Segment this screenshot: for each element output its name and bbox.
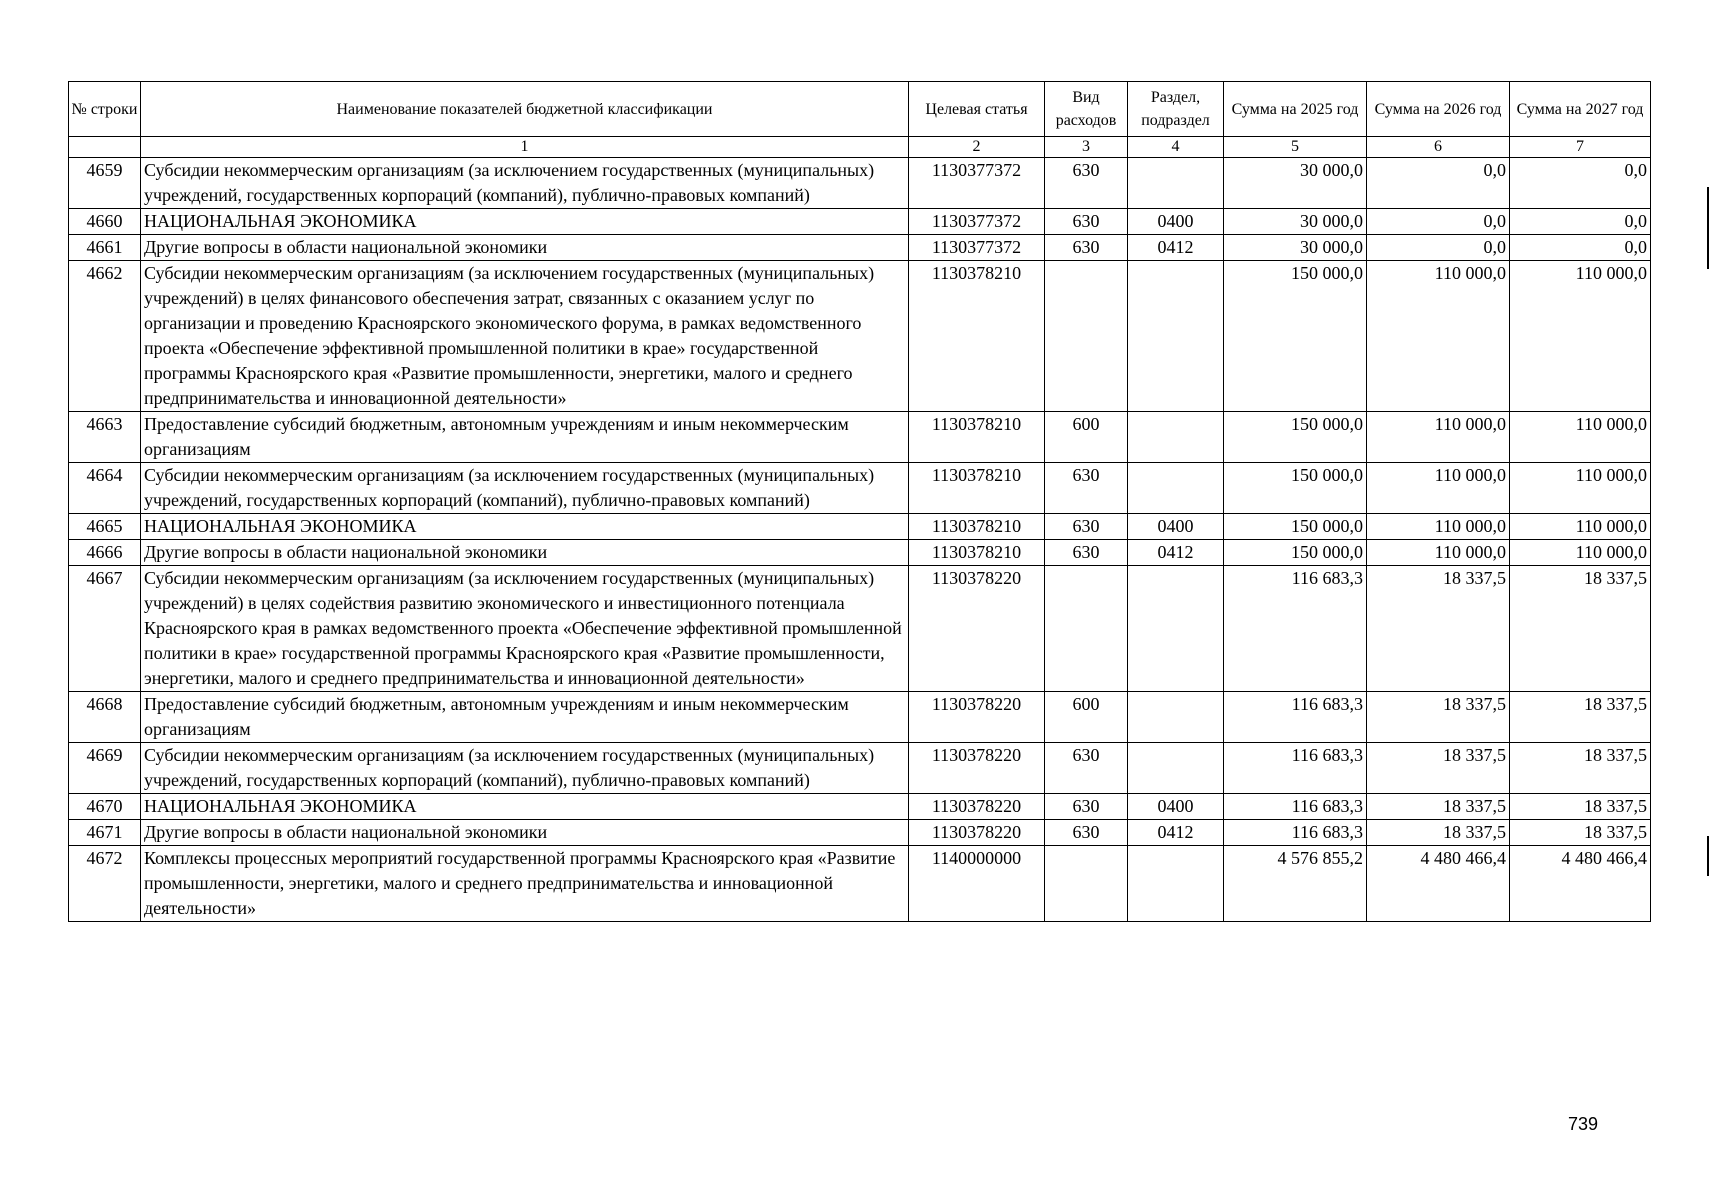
- row-sum-2026: 110 000,0: [1367, 261, 1510, 412]
- row-name: Предоставление субсидий бюджетным, автономным учреждениям и иным некоммерческим организациям: [141, 412, 909, 463]
- row-expense-type: [1045, 261, 1128, 412]
- header-target-article: Целевая статья: [909, 82, 1045, 137]
- row-number: 4664: [69, 463, 141, 514]
- row-sum-2027: 110 000,0: [1510, 412, 1651, 463]
- row-target-article: 1140000000: [909, 846, 1045, 922]
- table-body: [69, 158, 1651, 922]
- row-name: Предоставление субсидий бюджетным, автономным учреждениям и иным некоммерческим организациям: [141, 692, 909, 743]
- row-section: 0412: [1128, 820, 1224, 846]
- column-number: 5: [1224, 137, 1367, 158]
- row-number: 4660: [69, 209, 141, 235]
- row-section: 0400: [1128, 794, 1224, 820]
- column-number: 4: [1128, 137, 1224, 158]
- row-name: Субсидии некоммерческим организациям (за исключением государственных (муниципальных) учреждений, государственных корпораций (компаний), публично-правовых компаний): [141, 158, 909, 209]
- header-sum-2027: Сумма на 2027 год: [1510, 82, 1651, 137]
- row-number: 4668: [69, 692, 141, 743]
- table-row: [69, 692, 1651, 743]
- row-number: 4666: [69, 540, 141, 566]
- row-sum-2027: 0,0: [1510, 209, 1651, 235]
- row-name: Субсидии некоммерческим организациям (за исключением государственных (муниципальных) учреждений, государственных корпораций (компаний), публично-правовых компаний): [141, 463, 909, 514]
- row-name: Другие вопросы в области национальной экономики: [141, 235, 909, 261]
- row-number: 4670: [69, 794, 141, 820]
- row-expense-type: 600: [1045, 692, 1128, 743]
- row-sum-2026: 4 480 466,4: [1367, 846, 1510, 922]
- row-sum-2026: 0,0: [1367, 209, 1510, 235]
- row-name: НАЦИОНАЛЬНАЯ ЭКОНОМИКА: [141, 209, 909, 235]
- row-sum-2026: 110 000,0: [1367, 463, 1510, 514]
- row-name: Субсидии некоммерческим организациям (за исключением государственных (муниципальных) учреждений) в целях содействия развитию экономического и инвестиционного потенциала Красноярского края в рамках ведомственного проекта «Обеспечение эффективной промышленной политики в крае» государственной программы Красноярского края «Развитие промышленности, энергетики, малого и среднего предпринимательства и инновационной деятельности»: [141, 566, 909, 692]
- row-sum-2025: 150 000,0: [1224, 412, 1367, 463]
- column-number: 1: [141, 137, 909, 158]
- row-name: Другие вопросы в области национальной экономики: [141, 820, 909, 846]
- row-target-article: 1130378210: [909, 412, 1045, 463]
- row-sum-2026: 110 000,0: [1367, 540, 1510, 566]
- row-expense-type: 630: [1045, 514, 1128, 540]
- row-sum-2025: 150 000,0: [1224, 261, 1367, 412]
- column-number: 2: [909, 137, 1045, 158]
- row-sum-2026: 0,0: [1367, 158, 1510, 209]
- row-expense-type: 630: [1045, 463, 1128, 514]
- header-expense-type: Вид расходов: [1045, 82, 1128, 137]
- table-row: [69, 158, 1651, 209]
- row-sum-2025: 150 000,0: [1224, 463, 1367, 514]
- row-section: [1128, 743, 1224, 794]
- row-sum-2027: 18 337,5: [1510, 794, 1651, 820]
- row-sum-2025: 116 683,3: [1224, 692, 1367, 743]
- row-section: [1128, 566, 1224, 692]
- row-target-article: 1130378220: [909, 566, 1045, 692]
- table-row: [69, 514, 1651, 540]
- row-sum-2026: 18 337,5: [1367, 566, 1510, 692]
- row-target-article: 1130378210: [909, 514, 1045, 540]
- header-section: Раздел, подраздел: [1128, 82, 1224, 137]
- page-number: 739: [1568, 1114, 1599, 1134]
- header-row-no: № строки: [69, 82, 141, 137]
- row-sum-2026: 18 337,5: [1367, 794, 1510, 820]
- row-sum-2027: 4 480 466,4: [1510, 846, 1651, 922]
- table-row: [69, 794, 1651, 820]
- row-expense-type: 630: [1045, 743, 1128, 794]
- row-target-article: 1130378210: [909, 463, 1045, 514]
- row-name: Другие вопросы в области национальной экономики: [141, 540, 909, 566]
- row-sum-2025: 150 000,0: [1224, 514, 1367, 540]
- row-target-article: 1130377372: [909, 158, 1045, 209]
- row-target-article: 1130378210: [909, 261, 1045, 412]
- row-target-article: 1130378220: [909, 820, 1045, 846]
- row-expense-type: 630: [1045, 158, 1128, 209]
- table-row: [69, 209, 1651, 235]
- row-number: 4667: [69, 566, 141, 692]
- row-target-article: 1130377372: [909, 209, 1045, 235]
- table-row: [69, 820, 1651, 846]
- row-number: 4671: [69, 820, 141, 846]
- row-name: НАЦИОНАЛЬНАЯ ЭКОНОМИКА: [141, 514, 909, 540]
- row-target-article: 1130378220: [909, 692, 1045, 743]
- row-sum-2025: 30 000,0: [1224, 209, 1367, 235]
- row-name: Комплексы процессных мероприятий государственной программы Красноярского края «Развитие промышленности, энергетики, малого и среднего предпринимательства и инновационной деятельности»: [141, 846, 909, 922]
- row-sum-2025: 116 683,3: [1224, 794, 1367, 820]
- row-number: 4669: [69, 743, 141, 794]
- row-section: 0412: [1128, 540, 1224, 566]
- column-number: 3: [1045, 137, 1128, 158]
- row-section: 0400: [1128, 209, 1224, 235]
- row-number: 4662: [69, 261, 141, 412]
- row-expense-type: 630: [1045, 540, 1128, 566]
- row-number: 4663: [69, 412, 141, 463]
- row-number: 4661: [69, 235, 141, 261]
- row-expense-type: [1045, 846, 1128, 922]
- row-target-article: 1130377372: [909, 235, 1045, 261]
- row-section: 0412: [1128, 235, 1224, 261]
- row-section: [1128, 692, 1224, 743]
- table-row: [69, 846, 1651, 922]
- row-sum-2027: 18 337,5: [1510, 820, 1651, 846]
- row-sum-2027: 110 000,0: [1510, 540, 1651, 566]
- row-sum-2027: 110 000,0: [1510, 514, 1651, 540]
- row-section: [1128, 412, 1224, 463]
- row-expense-type: [1045, 566, 1128, 692]
- header-sum-2026: Сумма на 2026 год: [1367, 82, 1510, 137]
- row-target-article: 1130378220: [909, 743, 1045, 794]
- row-sum-2025: 116 683,3: [1224, 743, 1367, 794]
- row-sum-2025: 116 683,3: [1224, 566, 1367, 692]
- row-sum-2026: 18 337,5: [1367, 820, 1510, 846]
- row-sum-2025: 150 000,0: [1224, 540, 1367, 566]
- row-sum-2027: 18 337,5: [1510, 692, 1651, 743]
- row-name: Субсидии некоммерческим организациям (за исключением государственных (муниципальных) учреждений, государственных корпораций (компаний), публично-правовых компаний): [141, 743, 909, 794]
- row-target-article: 1130378220: [909, 794, 1045, 820]
- row-sum-2025: 30 000,0: [1224, 158, 1367, 209]
- row-number: 4672: [69, 846, 141, 922]
- row-sum-2026: 110 000,0: [1367, 514, 1510, 540]
- table-row: [69, 412, 1651, 463]
- budget-classification-table: [68, 81, 1651, 922]
- row-expense-type: 630: [1045, 820, 1128, 846]
- row-section: [1128, 846, 1224, 922]
- column-number: 7: [1510, 137, 1651, 158]
- scan-edge-mark: [1707, 187, 1709, 269]
- table-row: [69, 235, 1651, 261]
- row-expense-type: 600: [1045, 412, 1128, 463]
- row-name: Субсидии некоммерческим организациям (за исключением государственных (муниципальных) учреждений) в целях финансового обеспечения затрат, связанных с оказанием услуг по организации и проведению Красноярского экономического форума, в рамках ведомственного проекта «Обеспечение эффективной промышленной политики в крае» государственной программы Красноярского края «Развитие промышленности, энергетики, малого и среднего предпринимательства и инновационной деятельности»: [141, 261, 909, 412]
- row-section: [1128, 158, 1224, 209]
- row-expense-type: 630: [1045, 794, 1128, 820]
- row-sum-2027: 0,0: [1510, 158, 1651, 209]
- header-sum-2025: Сумма на 2025 год: [1224, 82, 1367, 137]
- header-row: [69, 82, 1651, 137]
- column-number: 6: [1367, 137, 1510, 158]
- column-number-row: [69, 137, 1651, 158]
- row-sum-2025: 4 576 855,2: [1224, 846, 1367, 922]
- row-sum-2027: 110 000,0: [1510, 261, 1651, 412]
- table-row: [69, 566, 1651, 692]
- table-row: [69, 261, 1651, 412]
- row-section: 0400: [1128, 514, 1224, 540]
- row-sum-2025: 30 000,0: [1224, 235, 1367, 261]
- column-number-blank: [69, 137, 141, 158]
- row-section: [1128, 261, 1224, 412]
- row-sum-2027: 18 337,5: [1510, 566, 1651, 692]
- row-expense-type: 630: [1045, 209, 1128, 235]
- row-sum-2027: 0,0: [1510, 235, 1651, 261]
- row-sum-2026: 18 337,5: [1367, 743, 1510, 794]
- row-sum-2027: 18 337,5: [1510, 743, 1651, 794]
- header-name: Наименование показателей бюджетной классификации: [141, 82, 909, 137]
- row-sum-2026: 110 000,0: [1367, 412, 1510, 463]
- row-number: 4659: [69, 158, 141, 209]
- row-sum-2027: 110 000,0: [1510, 463, 1651, 514]
- row-sum-2025: 116 683,3: [1224, 820, 1367, 846]
- row-section: [1128, 463, 1224, 514]
- row-expense-type: 630: [1045, 235, 1128, 261]
- row-sum-2026: 18 337,5: [1367, 692, 1510, 743]
- table-row: [69, 540, 1651, 566]
- table-row: [69, 743, 1651, 794]
- table-row: [69, 463, 1651, 514]
- row-sum-2026: 0,0: [1367, 235, 1510, 261]
- row-name: НАЦИОНАЛЬНАЯ ЭКОНОМИКА: [141, 794, 909, 820]
- row-number: 4665: [69, 514, 141, 540]
- row-target-article: 1130378210: [909, 540, 1045, 566]
- scan-edge-mark: [1707, 836, 1709, 876]
